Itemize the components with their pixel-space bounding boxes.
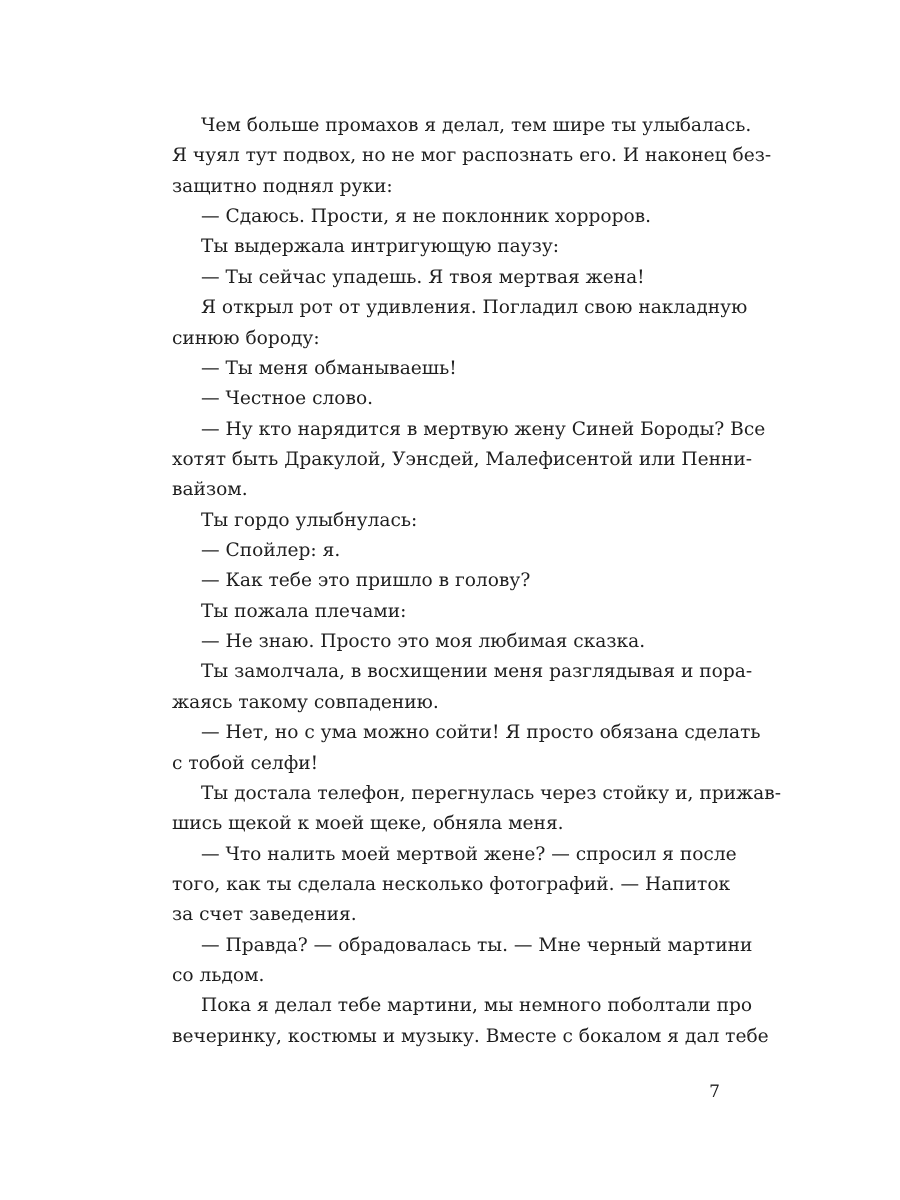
text-line: Чем больше промахов я делал, тем шире ты улыбалась. (201, 115, 752, 136)
text-line: Я открыл рот от удивления. Погладил свою накладную (201, 297, 748, 319)
text-line: синюю бороду: (172, 327, 320, 349)
text-line: шись щекой к моей щеке, обняла меня. (172, 813, 564, 835)
text-line: — Что налить моей мертвой жене? — спросил я после (201, 843, 737, 865)
text-line: — Нет, но с ума можно сойти! Я просто обязана сделать (201, 722, 761, 744)
text-line: Ты выдержала интригующую паузу: (201, 236, 560, 258)
text-line: — Честное слово. (201, 388, 374, 410)
text-line: жаясь такому совпадению. (172, 691, 439, 713)
text-line: Ты гордо улыбнулась: (201, 509, 418, 531)
page-number: 7 (709, 1082, 720, 1102)
text-line: вайзом. (172, 479, 248, 501)
text-line: — Не знаю. Просто это моя любимая сказка. (201, 631, 646, 653)
text-line: того, как ты сделала несколько фотографий. — Напиток (172, 873, 731, 895)
text-line: — Ну кто нарядится в мертвую жену Синей Бороды? Все (201, 418, 766, 440)
text-line: Ты достала телефон, перегнулась через стойку и, прижав- (201, 782, 781, 804)
text-line: с тобой селфи! (172, 752, 319, 774)
text-line: хотят быть Дракулой, Уэнсдей, Малефисентой или Пенни- (172, 448, 753, 470)
text-line: — Как тебе это пришло в голову? (201, 570, 531, 592)
text-line: вечеринку, костюмы и музыку. Вместе с бокалом я дал тебе (172, 1025, 769, 1047)
text-line: Я чуял тут подвох, но не мог распознать его. И наконец без- (172, 145, 772, 167)
text-line: — Сдаюсь. Прости, я не поклонник хорроров. (201, 206, 652, 228)
body-text (172, 111, 781, 1052)
text-line: Ты замолчала, в восхищении меня разглядывая и пора- (201, 661, 753, 683)
text-line: — Ты сейчас упадешь. Я твоя мертвая жена! (201, 266, 645, 288)
text-line: — Правда? — обрадовалась ты. — Мне черный мартини (201, 934, 753, 956)
text-line: со льдом. (172, 965, 265, 987)
text-line: — Ты меня обманываешь! (201, 357, 457, 379)
text-line: — Спойлер: я. (201, 540, 341, 562)
text-line: Пока я делал тебе мартини, мы немного поболтали про (201, 995, 753, 1017)
text-line: Ты пожала плечами: (201, 600, 407, 622)
text-line: за счет заведения. (172, 904, 357, 926)
text-line: защитно поднял руки: (172, 175, 393, 197)
